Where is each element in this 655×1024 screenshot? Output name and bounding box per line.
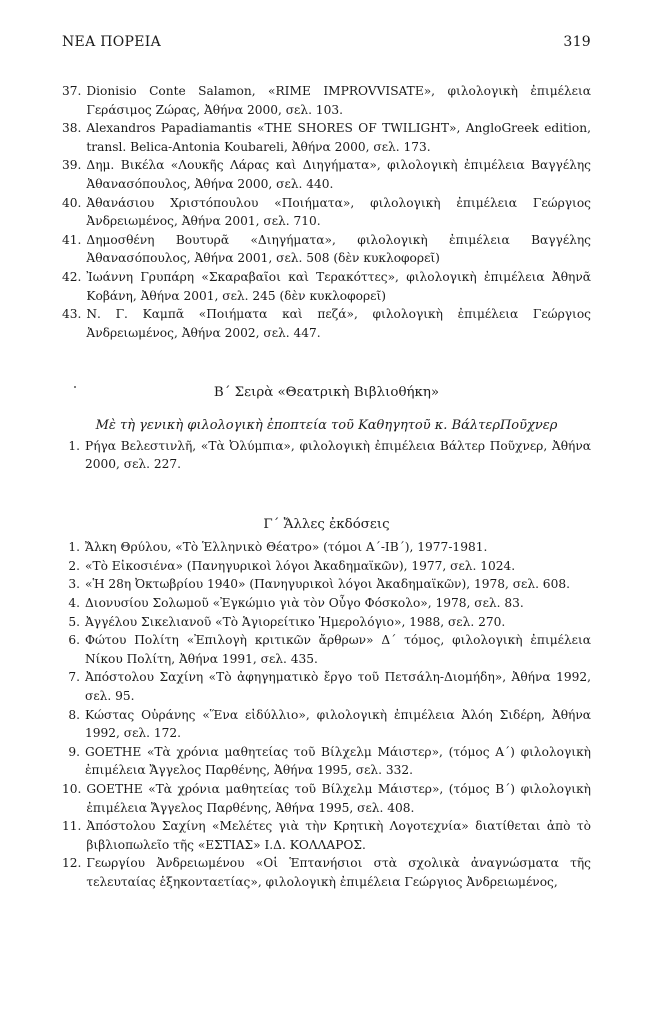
series-g-heading: Γ΄ Ἄλλες ἐκδόσεις xyxy=(263,516,390,532)
list-item: 6. Φώτου Πολίτη «Ἐπιλογὴ κριτικῶν ἄρθρων» Δ΄ τόμος, φιλολογικὴ ἐπιμέλεια Νίκου Πολίτη, Ἀθήνα 1991, σελ. 435. xyxy=(68,633,591,666)
list-item: 42. Ἰωάννη Γρυπάρη «Σκαραβαῖοι καὶ Τερακόττες», φιλολογικὴ ἐπιμέλεια Ἀθηνᾶ Κοβάνη, Ἀθήνα 2001, σελ. 245 (δὲν κυκλοφορεῖ) xyxy=(62,269,591,303)
list-item: 7. Ἀπόστολου Σαχίνη «Τὸ ἀφηγηματικὸ ἔργο τοῦ Πετσάλη-Διομήδη», Ἀθήνα 1992, σελ. 95. xyxy=(68,670,591,704)
stray-mark xyxy=(74,386,76,388)
journal-title: ΝΕΑ ΠΟΡΕΙΑ xyxy=(62,34,161,50)
list-item: 9. GOETHE «Τὰ χρόνια μαθητείας τοῦ Βίλχελμ Μάιστερ», (τόμος Α΄) φιλολογικὴ ἐπιμέλεια Ἄγγελος Παρθένης, Ἀθήνα 1995, σελ. 332. xyxy=(68,744,591,778)
list-item: 12. Γεωργίου Ἀνδρειωμένου «Οἱ Ἑπτανήσιοι στὰ σχολικὰ ἀναγνώσματα τῆς τελευταίας ἑξηκονταετίας», φιλολογικὴ ἐπιμέλεια Γεώργιος Ἀνδρειωμένος, xyxy=(62,856,591,889)
list-item: 43. Ν. Γ. Καμπᾶ «Ποιήματα καὶ πεζά», φιλολογικὴ ἐπιμέλεια Γεώργιος Ἀνδρειωμένος, Ἀθήνα 2002, σελ. 447. xyxy=(62,307,591,340)
list-item: 39. Δημ. Βικέλα «Λουκῆς Λάρας καὶ Διηγήματα», φιλολογικὴ ἐπιμέλεια Βαγγέλης Ἀθανασόπουλος, Ἀθήνα 2000, σελ. 440. xyxy=(62,158,591,191)
list-item: 2. «Τὸ Εἰκοσιένα» (Πανηγυρικοὶ λόγοι Ἀκαδημαϊκῶν), 1977, σελ. 1024. xyxy=(68,558,516,573)
page-number: 319 xyxy=(563,34,591,50)
series-b-heading: Β΄ Σειρὰ «Θεατρικὴ Βιβλιοθήκη» xyxy=(213,385,440,401)
page-content xyxy=(62,82,591,892)
series-a-list xyxy=(62,82,591,342)
series-b-subheading: Μὲ τὴ γενικὴ φιλολογικὴ ἐποπτεία τοῦ Καθηγητοῦ κ. ΒάλτερΠοῦχνερ xyxy=(95,417,558,433)
list-item: 37. Dionisio Conte Salamon, «RIME IMPROVVISATE», φιλολογικὴ ἐπιμέλεια Γεράσιμος Ζώρας, Ἀθήνα 2000, σελ. 103. xyxy=(62,84,591,117)
list-item: 4. Διονυσίου Σολωμοῦ «Ἐγκώμιο γιὰ τὸν Οὖγο Φόσκολο», 1978, σελ. 83. xyxy=(68,596,524,611)
list-item: 5. Ἀγγέλου Σικελιανοῦ «Τὸ Ἁγιορείτικο Ἡμερολόγιο», 1988, σελ. 270. xyxy=(68,614,506,629)
list-item: 11. Ἀπόστολου Σαχίνη «Μελέτες γιὰ τὴν Κρητικὴ Λογοτεχνία» διατίθεται ἀπὸ τὸ βιβλιοπωλεῖο τῆς «ΕΣΤΙΑΣ» Ι.Δ. ΚΟΛΛΑΡΟΣ. xyxy=(62,819,591,852)
list-item: 38. Alexandros Papadiamantis «THE SHORES OF TWILIGHT», AngloGreek edition, transl. Belica-Antonia Koubareli, Ἀθήνα 2000, σελ. 173. xyxy=(62,121,591,154)
series-b-list xyxy=(62,437,591,474)
list-item: 3. «Ἡ 28η Ὀκτωβρίου 1940» (Πανηγυρικοὶ λόγοι Ἀκαδημαϊκῶν), 1978, σελ. 608. xyxy=(68,577,570,592)
list-item: 40. Ἀθανάσιου Χριστόπουλου «Ποιήματα», φιλολογικὴ ἐπιμέλεια Γεώργιος Ἀνδρειωμένος, Ἀθήνα 2001, σελ. 710. xyxy=(62,195,591,229)
list-item: 8. Κώστας Οὐράνης «Ἕνα εἰδύλλιο», φιλολογικὴ ἐπιμέλεια Ἀλόη Σιδέρη, Ἀθήνα 1992, σελ. 172. xyxy=(68,707,591,741)
list-item: 41. Δημοσθένη Βουτυρᾶ «Διηγήματα», φιλολογικὴ ἐπιμέλεια Βαγγέλης Ἀθανασόπουλος, Ἀθήνα 2001, σελ. 508 (δὲν κυκλοφορεῖ) xyxy=(62,232,591,266)
series-g-list xyxy=(62,538,591,891)
list-item: 1. Ρήγα Βελεστινλῆ, «Τὰ Ὀλύμπια», φιλολογικὴ ἐπιμέλεια Βάλτερ Ποῦχνερ, Ἀθήνα 2000, σελ. 227. xyxy=(68,438,591,472)
list-item: 1. Ἄλκη Θρύλου, «Τὸ Ἑλληνικὸ Θέατρο» (τόμοι Α΄-ΙΒ΄), 1977-1981. xyxy=(68,540,488,555)
running-header xyxy=(62,34,591,50)
list-item: 10. GOETHE «Τὰ χρόνια μαθητείας τοῦ Βίλχελμ Μάιστερ», (τόμος Β΄) φιλολογικὴ ἐπιμέλεια Ἄγγελος Παρθένης, Ἀθήνα 1995, σελ. 408. xyxy=(62,782,591,815)
